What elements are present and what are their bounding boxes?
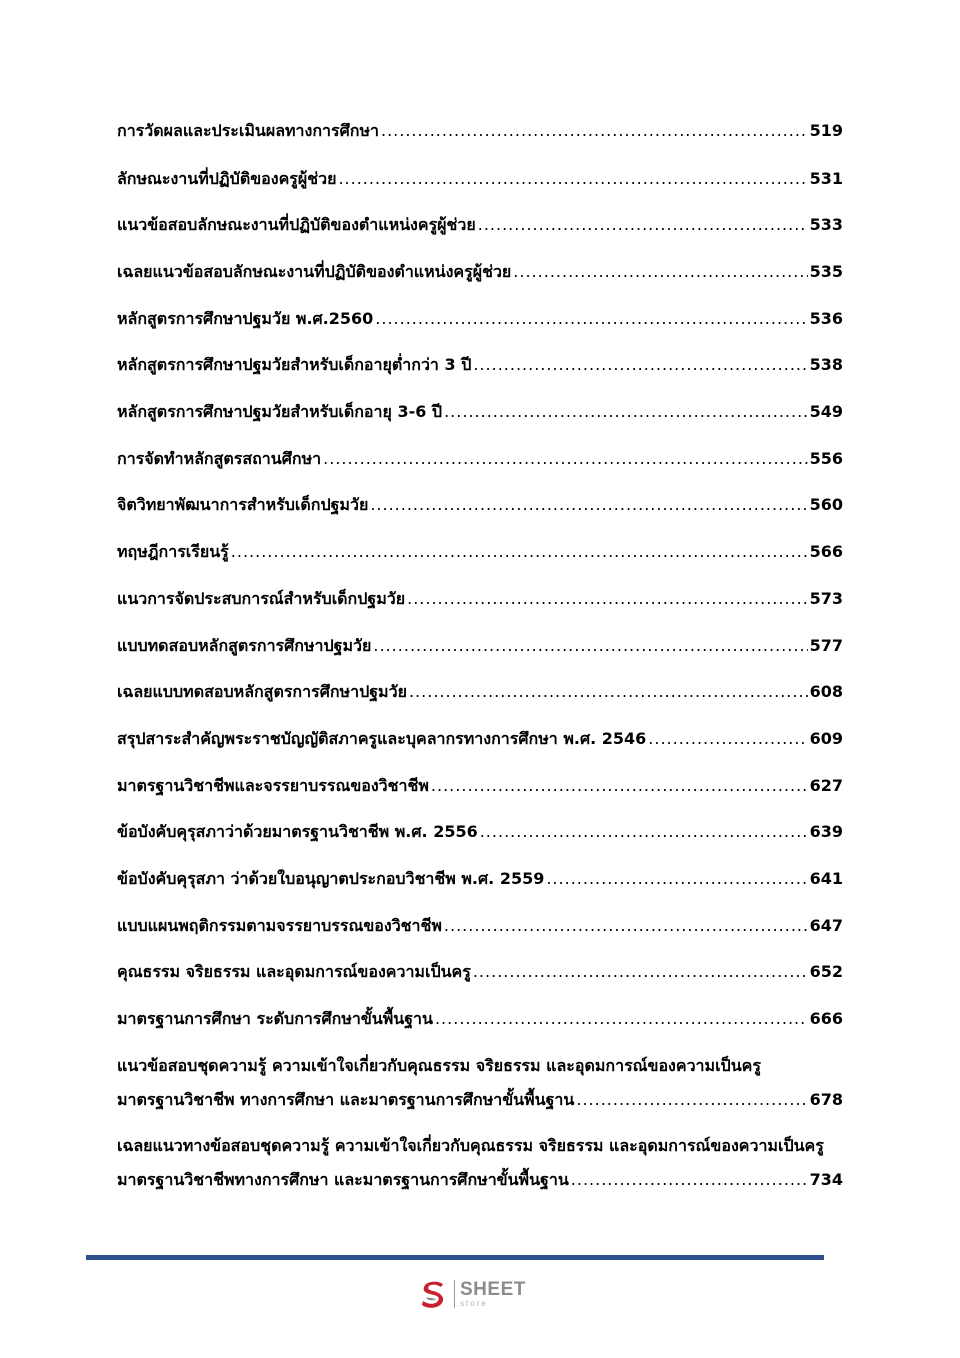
toc-entry-title: มาตรฐานวิชาชีพ ทางการศึกษา และมาตรฐานการศึกษาขั้นพื้นฐาน [117, 1090, 575, 1109]
dot-leader [323, 445, 807, 473]
toc-entry [117, 351, 843, 379]
toc-entry [117, 445, 843, 473]
dot-leader [381, 117, 808, 145]
toc-entry [117, 398, 843, 426]
toc-entry-title: แบบแผนพฤติกรรมตามจรรยาบรรณของวิชาชีพ [117, 916, 442, 935]
toc-entry-title: มาตรฐานวิชาชีพทางการศึกษา และมาตรฐานการศึกษาขั้นพื้นฐาน [117, 1170, 569, 1189]
dot-leader [231, 538, 808, 566]
toc-entry-title: สรุปสาระสำคัญพระราชบัญญัติสภาครูและบุคลากรทางการศึกษา พ.ศ. 2546 [117, 729, 647, 748]
toc-entry [117, 958, 843, 986]
logo-word: SHEET [460, 1279, 526, 1300]
toc-entry [117, 305, 843, 333]
toc-entry-page: 533 [809, 215, 843, 234]
toc-entry-page: 608 [809, 682, 843, 701]
toc-entry-title: การจัดทำหลักสูตรสถานศึกษา [117, 449, 322, 468]
toc-entry [117, 1005, 843, 1033]
dot-leader [473, 958, 808, 986]
dot-leader [431, 772, 808, 800]
toc-entry-page: 609 [809, 729, 843, 748]
toc-entry-page: 627 [809, 776, 843, 795]
dot-leader [409, 678, 808, 706]
dot-leader [375, 305, 807, 333]
dot-leader [444, 398, 808, 426]
toc-entry [117, 725, 843, 753]
toc-entry-page: 652 [809, 962, 843, 981]
sheet-store-logo [418, 1276, 548, 1312]
dot-leader [435, 1005, 808, 1033]
dot-leader [338, 165, 807, 193]
toc-entry [117, 1166, 843, 1194]
dot-leader [444, 912, 808, 940]
toc-entry-page: 573 [809, 589, 843, 608]
toc-entry-title: มาตรฐานการศึกษา ระดับการศึกษาขั้นพื้นฐาน [117, 1009, 433, 1028]
toc-entry-title: ข้อบังคับคุรุสภาว่าด้วยมาตรฐานวิชาชีพ พ.ศ. 2556 [117, 822, 478, 841]
toc-entry-page: 535 [809, 262, 843, 281]
toc-entry-title: การวัดผลและประเมินผลทางการศึกษา [117, 121, 379, 140]
toc-entry [117, 865, 843, 893]
toc-entry-title: เฉลยแนวข้อสอบลักษณะงานที่ปฏิบัติของตำแหน่งครูผู้ช่วย [117, 262, 512, 281]
toc-entry-page: 577 [809, 636, 843, 655]
dot-leader [480, 818, 808, 846]
toc-entry [117, 678, 843, 706]
toc-entry-title: แบบทดสอบหลักสูตรการศึกษาปฐมวัย [117, 636, 372, 655]
toc-entry [117, 1086, 843, 1114]
toc-entry-page: 566 [809, 542, 843, 561]
toc-entry-title: แนวการจัดประสบการณ์สำหรับเด็กปฐมวัย [117, 589, 406, 608]
dot-leader [648, 725, 807, 753]
dot-leader [370, 491, 807, 519]
toc-entry-title: หลักสูตรการศึกษาปฐมวัย พ.ศ.2560 [117, 309, 374, 328]
dot-leader [473, 351, 807, 379]
toc-entry-page: 519 [809, 121, 843, 140]
toc-entry-title: หลักสูตรการศึกษาปฐมวัยสำหรับเด็กอายุต่ำกว่า 3 ปี [117, 355, 472, 374]
toc-entry-page: 536 [809, 309, 843, 328]
dot-leader [576, 1086, 807, 1114]
footer-rule [86, 1255, 824, 1260]
dot-leader [407, 585, 807, 613]
toc-entry-title: หลักสูตรการศึกษาปฐมวัยสำหรับเด็กอายุ 3-6 ปี [117, 402, 443, 421]
toc-entry-title: คุณธรรม จริยธรรม และอุดมการณ์ของความเป็นครู [117, 962, 471, 981]
logo-subtitle: store [460, 1299, 488, 1308]
toc-entry-title: แนวข้อสอบลักษณะงานที่ปฏิบัติของตำแหน่งครูผู้ช่วย [117, 215, 476, 234]
toc-entry-page: 556 [809, 449, 843, 468]
toc-entry-page: 538 [809, 355, 843, 374]
logo-separator [454, 1280, 455, 1308]
toc-entry-title: จิตวิทยาพัฒนาการสำหรับเด็กปฐมวัย [117, 495, 369, 514]
toc-entry [117, 538, 843, 566]
toc-entry-line: เฉลยแนวทางข้อสอบชุดความรู้ ความเข้าใจเกี่ยวกับคุณธรรม จริยธรรม และอุดมการณ์ของความเป็นครู [117, 1136, 824, 1155]
dot-leader [373, 632, 807, 660]
toc-entry [117, 912, 843, 940]
toc-entry [117, 632, 843, 660]
toc-entry [117, 117, 843, 145]
toc-entry [117, 211, 843, 239]
toc-entry [117, 772, 843, 800]
toc-entry-page: 678 [809, 1090, 843, 1109]
toc-entry [117, 491, 843, 519]
toc-entry-page: 531 [809, 169, 843, 188]
toc-entry-page: 639 [809, 822, 843, 841]
toc-entry-title: มาตรฐานวิชาชีพและจรรยาบรรณของวิชาชีพ [117, 776, 429, 795]
toc-entry [117, 585, 843, 613]
toc-entry-page: 666 [809, 1009, 843, 1028]
toc-entry-page: 734 [809, 1170, 843, 1189]
sheet-store-logo-icon [418, 1278, 450, 1310]
toc-entry [117, 818, 843, 846]
toc-entry-title: เฉลยแบบทดสอบหลักสูตรการศึกษาปฐมวัย [117, 682, 407, 701]
toc-entry [117, 258, 843, 286]
dot-leader [513, 258, 807, 286]
toc-entry [117, 165, 843, 193]
toc-entry-title: ข้อบังคับคุรุสภา ว่าด้วยใบอนุญาตประกอบวิชาชีพ พ.ศ. 2559 [117, 869, 545, 888]
dot-leader [478, 211, 808, 239]
toc-entry-title: ลักษณะงานที่ปฏิบัติของครูผู้ช่วย [117, 169, 337, 188]
dot-leader [571, 1166, 808, 1194]
toc-entry-page: 641 [809, 869, 843, 888]
toc-entry-line: แนวข้อสอบชุดความรู้ ความเข้าใจเกี่ยวกับคุณธรรม จริยธรรม และอุดมการณ์ของความเป็นครู [117, 1056, 761, 1075]
toc-entry-title: ทฤษฎีการเรียนรู้ [117, 542, 229, 561]
dot-leader [546, 865, 807, 893]
toc-entry-page: 549 [809, 402, 843, 421]
toc-entry-page: 647 [809, 916, 843, 935]
toc-entry-page: 560 [809, 495, 843, 514]
